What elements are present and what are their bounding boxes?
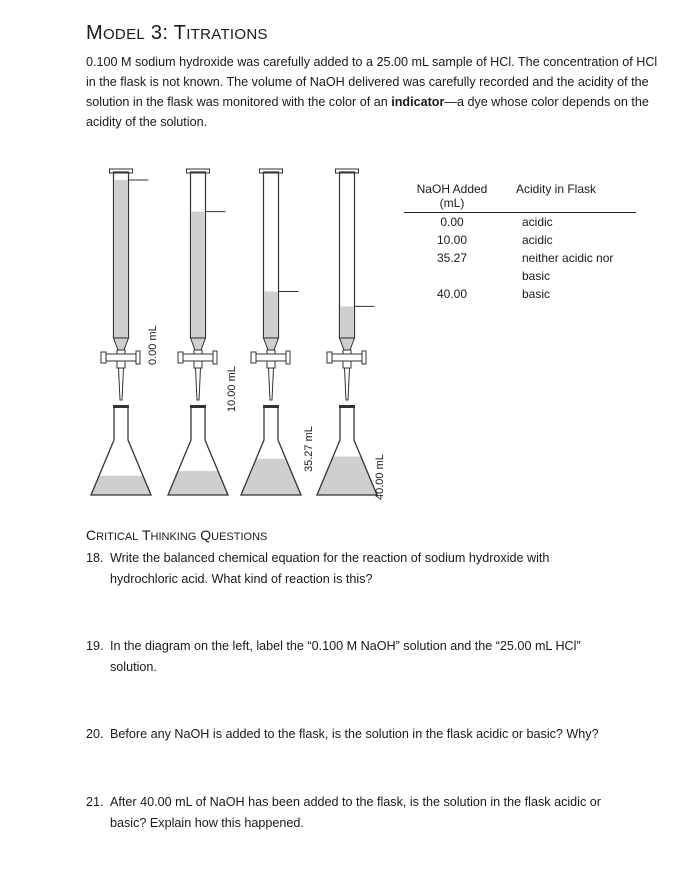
naoh-solution	[192, 212, 205, 338]
burette-label-1: 0.00 mL	[147, 325, 159, 365]
table-row: 40.00 basic	[436, 287, 551, 301]
flask-rim	[113, 405, 129, 408]
table-row: 10.00 acidic	[436, 233, 553, 247]
naoh-solution	[341, 306, 354, 338]
burette-label-3: 35.27 mL	[303, 426, 315, 472]
burette-label-2: 10.00 mL	[226, 366, 238, 412]
burette-taper	[340, 338, 355, 350]
table-row: 0.00 acidic	[440, 215, 553, 229]
flask-rim	[190, 405, 206, 408]
stopcock-handle	[331, 354, 363, 361]
stopcock-knob	[362, 351, 366, 364]
flask-solution	[91, 476, 151, 495]
indicator-term: indicator	[391, 95, 445, 109]
stopcock-knob	[327, 352, 332, 363]
stopcock-knob	[136, 351, 140, 364]
table-header-acidity: Acidity in Flask	[500, 182, 636, 213]
data-table	[404, 182, 636, 303]
stopcock-knob	[101, 352, 106, 363]
stopcock-knob	[251, 352, 256, 363]
burette-tip	[345, 368, 350, 400]
flask-rim	[263, 405, 279, 408]
table-row: 35.27 neither acidic nor basic	[436, 251, 614, 283]
burette-tip	[119, 368, 124, 400]
stopcock-handle	[255, 354, 287, 361]
burette-label-4: 40.00 mL	[374, 454, 386, 500]
flask-rim	[339, 405, 355, 408]
page-title: MODEL 3: TITRATIONS	[86, 22, 268, 44]
stopcock-handle	[182, 354, 214, 361]
question-19: 19. In the diagram on the left, label the “0.100 M NaOH” solution and the “25.00 mL HCl” solution.	[86, 639, 581, 674]
burette-tip	[269, 368, 274, 400]
section-heading: CRITICAL THINKING QUESTIONS	[86, 527, 268, 543]
flask-solution	[317, 457, 377, 496]
stopcock-knob	[286, 351, 290, 364]
burette-flask-illustration	[0, 160, 400, 510]
question-21: 21. After 40.00 mL of NaOH has been added to the flask, is the solution in the flask acidic or basic? Explain how this happened.	[86, 795, 601, 830]
table-header-volume: NaOH Added (mL)	[404, 182, 500, 213]
flask-solution	[241, 459, 301, 495]
burette-taper	[264, 338, 279, 350]
stopcock-knob	[213, 351, 217, 364]
burette-taper	[191, 338, 206, 350]
naoh-solution	[115, 180, 128, 338]
naoh-solution	[265, 291, 278, 338]
question-20: 20. Before any NaOH is added to the flask, is the solution in the flask acidic or basic? Why?	[86, 727, 599, 741]
burette-tip	[196, 368, 201, 400]
stopcock-knob	[178, 352, 183, 363]
burette-taper	[114, 338, 129, 350]
intro-paragraph: 0.100 M sodium hydroxide was carefully added to a 25.00 mL sample of HCl. The concentration of HCl in the flask is not known. The volume of NaOH delivered was carefully recorded and the acidity of the solution in the flask was monitored with the color of an indicator—a dye whose color depends on the acidity of the solution.	[86, 55, 658, 129]
stopcock-handle	[105, 354, 137, 361]
question-18: 18. Write the balanced chemical equation for the reaction of sodium hydroxide with hydrochloric acid. What kind of reaction is this?	[86, 551, 550, 586]
titration-diagram	[0, 160, 400, 510]
